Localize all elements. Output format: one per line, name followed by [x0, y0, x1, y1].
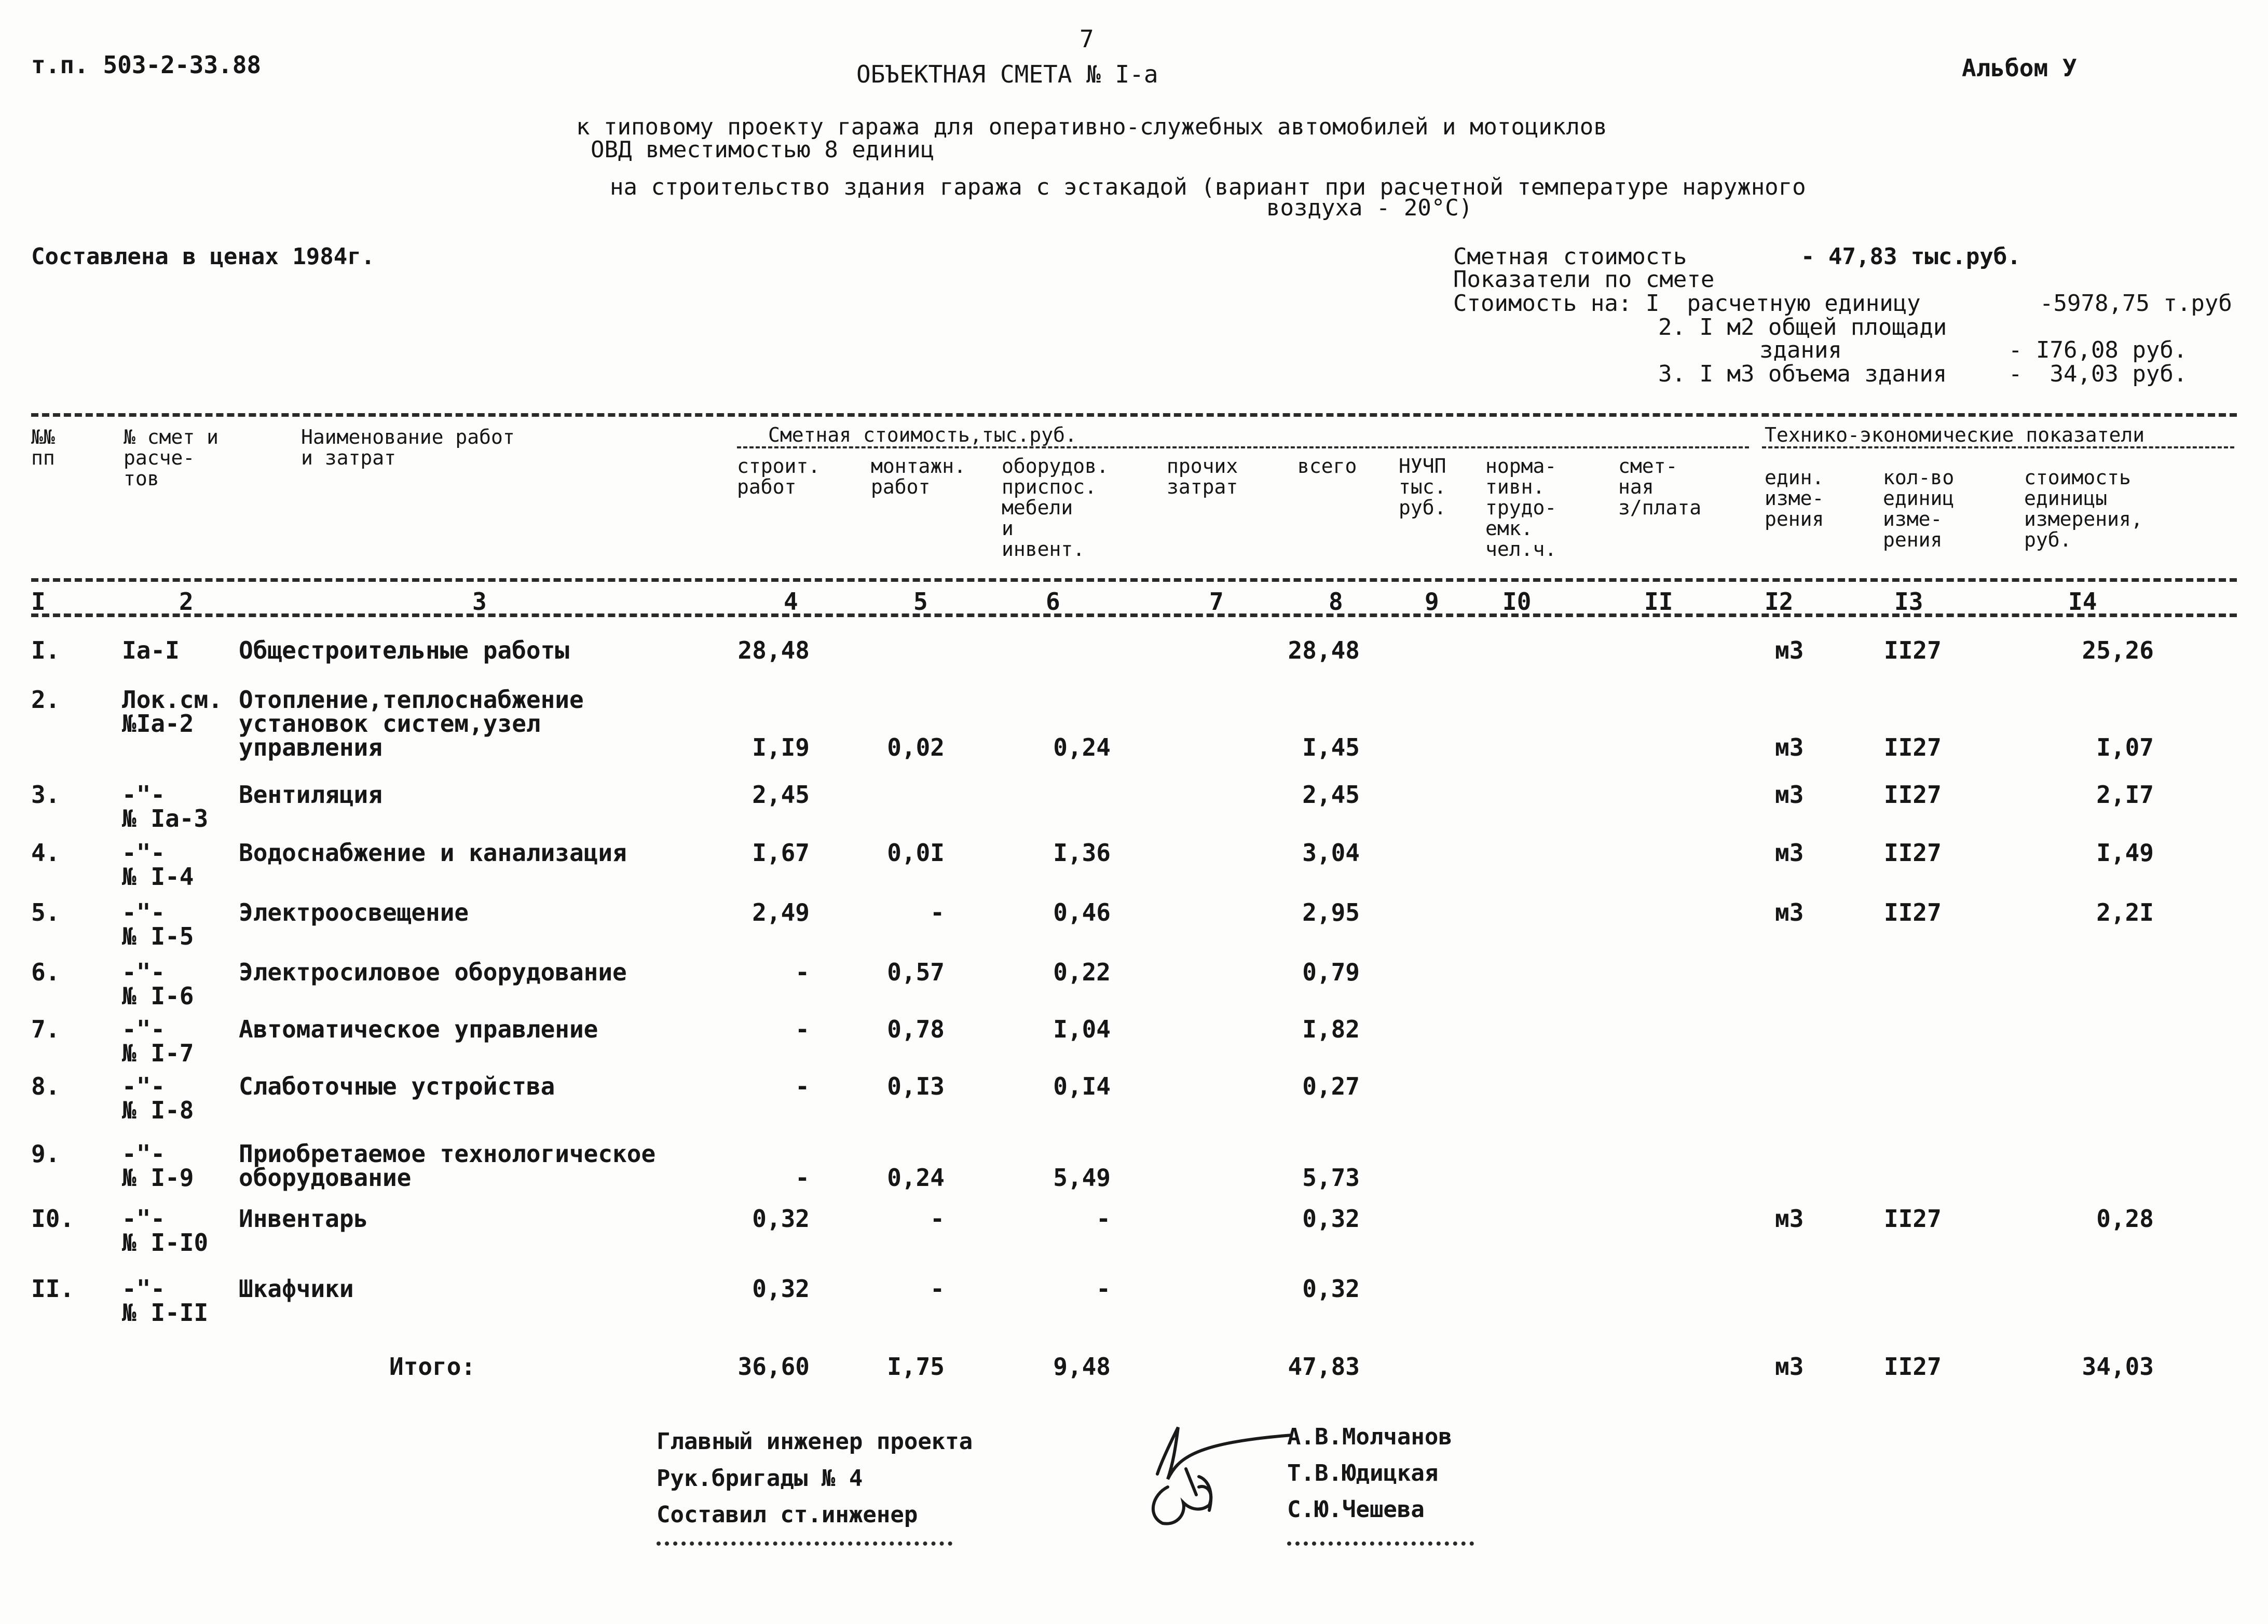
- header-tech-group: Технико-экономические показатели: [1765, 424, 2145, 446]
- row-unit: м3: [1775, 839, 1804, 867]
- row-work-name: Шкафчики: [239, 1275, 354, 1303]
- area-label: 2. I м2 общей площади: [1658, 314, 1947, 340]
- prices-note: Составлена в ценах 1984г.: [31, 243, 375, 270]
- project-reference: т.п. 503-2-33.88: [31, 51, 262, 79]
- column-number: I4: [2068, 588, 2097, 616]
- row-installation-cost: 0,02: [887, 733, 945, 761]
- total-installation: I,75: [887, 1353, 945, 1381]
- signature-role-brigade-head: Рук.бригады № 4: [657, 1465, 863, 1492]
- row-installation-cost: -: [930, 1275, 945, 1303]
- row-unit: м3: [1775, 781, 1804, 809]
- row-total-cost: 2,45: [1302, 781, 1360, 809]
- row-work-name-line-3: управления: [239, 733, 382, 761]
- row-total-cost: 0,32: [1302, 1275, 1360, 1303]
- column-number: 9: [1425, 588, 1439, 616]
- row-quantity: II27: [1884, 733, 1942, 761]
- header-col-5: монтажн. работ: [871, 455, 966, 498]
- row-reference: -"-: [122, 1205, 166, 1233]
- row-work-name-line-2: оборудование: [239, 1164, 412, 1192]
- estimated-cost-value: - 47,83 тыс.руб.: [1801, 243, 2021, 270]
- row-reference: -"-: [122, 1015, 166, 1043]
- row-reference-line-2: №Iа-2: [122, 709, 194, 738]
- row-construction-cost: 2,49: [752, 898, 810, 926]
- row-reference: -"-: [122, 898, 166, 926]
- row-installation-cost: -: [930, 898, 945, 926]
- column-number: 4: [784, 588, 798, 616]
- header-col-11: смет- ная з/плата: [1618, 455, 1702, 519]
- row-work-name: Отопление,теплоснабжение: [239, 686, 584, 714]
- area-value: - I76,08 руб.: [2009, 337, 2188, 363]
- row-installation-cost: 0,0I: [887, 839, 945, 867]
- handwritten-signature: [1137, 1396, 1292, 1552]
- estimated-cost-label: Сметная стоимость: [1453, 243, 1687, 270]
- column-number: I3: [1894, 588, 1923, 616]
- signature-name-1: А.В.Молчанов: [1287, 1424, 1452, 1450]
- row-work-name-line-2: установок систем,узел: [239, 709, 541, 738]
- row-total-cost: 0,32: [1302, 1205, 1360, 1233]
- signature-role-chief-engineer: Главный инженер проекта: [657, 1428, 973, 1455]
- row-number: 4.: [31, 839, 60, 867]
- signature-name-3: С.Ю.Чешева: [1287, 1496, 1425, 1523]
- column-number: 3: [472, 588, 487, 616]
- row-number: 2.: [31, 686, 60, 714]
- row-reference: Лок.см.: [122, 686, 223, 714]
- row-installation-cost: -: [930, 1205, 945, 1233]
- row-unit-cost: I,07: [2096, 733, 2154, 761]
- row-number: I.: [31, 636, 60, 664]
- cut-off-text-fragment: [1287, 1541, 1474, 1546]
- cost-group-rule: [737, 446, 1749, 448]
- total-equipment: 9,48: [1053, 1353, 1111, 1381]
- unit-cost-value: -5978,75 т.руб: [2040, 290, 2232, 317]
- row-reference: -"-: [122, 1140, 166, 1168]
- column-number: 6: [1046, 588, 1060, 616]
- row-quantity: II27: [1884, 898, 1942, 926]
- row-equipment-cost: 0,I4: [1053, 1072, 1111, 1100]
- header-col-9: НУЧП тыс. руб.: [1399, 455, 1446, 519]
- table-top-rule: [31, 413, 2237, 417]
- row-total-cost: 2,95: [1302, 898, 1360, 926]
- header-col-6: оборудов. приспос. мебели и инвент.: [1002, 455, 1109, 561]
- signature-role-compiler: Составил ст.инженер: [657, 1502, 918, 1528]
- header-col-1: №№ пп: [31, 426, 55, 469]
- header-col-12: един. изме- рения: [1765, 466, 1824, 530]
- row-number: 3.: [31, 781, 60, 809]
- column-number: I2: [1765, 588, 1794, 616]
- row-reference-line-2: № I-4: [122, 863, 194, 891]
- row-quantity: II27: [1884, 839, 1942, 867]
- row-total-cost: 5,73: [1302, 1164, 1360, 1192]
- row-reference-line-2: № I-9: [122, 1164, 194, 1192]
- header-col-2: № смет и расче- тов: [124, 426, 219, 490]
- row-reference-line-2: № I-II: [122, 1299, 209, 1327]
- row-unit: м3: [1775, 1205, 1804, 1233]
- column-number: 7: [1209, 588, 1224, 616]
- row-unit-cost: I,49: [2096, 839, 2154, 867]
- row-construction-cost: -: [795, 958, 810, 986]
- header-col-3: Наименование работ и затрат: [301, 426, 515, 469]
- row-construction-cost: -: [795, 1015, 810, 1043]
- header-col-13: кол-во единиц изме- рения: [1883, 466, 1955, 551]
- row-quantity: II27: [1884, 1205, 1942, 1233]
- row-reference: -"-: [122, 1275, 166, 1303]
- row-construction-cost: 0,32: [752, 1205, 810, 1233]
- row-work-name: Вентиляция: [239, 781, 382, 809]
- row-number: 9.: [31, 1140, 60, 1168]
- row-work-name: Автоматическое управление: [239, 1015, 598, 1043]
- row-number: 6.: [31, 958, 60, 986]
- row-installation-cost: 0,I3: [887, 1072, 945, 1100]
- row-work-name: Инвентарь: [239, 1205, 368, 1233]
- row-installation-cost: 0,24: [887, 1164, 945, 1192]
- document-title: ОБЪЕКТНАЯ СМЕТА № I-а: [856, 60, 1158, 88]
- row-total-cost: I,45: [1302, 733, 1360, 761]
- row-number: I0.: [31, 1205, 75, 1233]
- header-col-8: всего: [1297, 455, 1357, 477]
- row-quantity: II27: [1884, 781, 1942, 809]
- row-number: 7.: [31, 1015, 60, 1043]
- row-equipment-cost: 0,22: [1053, 958, 1111, 986]
- header-col-4: строит. работ: [737, 455, 821, 498]
- row-reference-line-2: № Iа-3: [122, 804, 209, 833]
- column-number: 2: [179, 588, 194, 616]
- page-number: 7: [1080, 25, 1094, 53]
- row-reference: -"-: [122, 781, 166, 809]
- album-label: Альбом У: [1962, 54, 2077, 82]
- row-equipment-cost: I,04: [1053, 1015, 1111, 1043]
- subtitle-line-4: воздуха - 20°С): [1266, 195, 1473, 221]
- volume-value: - 34,03 руб.: [2009, 361, 2188, 387]
- row-reference: Iа-I: [122, 636, 180, 664]
- indicators-label: Показатели по смете: [1453, 266, 1715, 293]
- header-col-10: норма- тивн. трудо- емк. чел.ч.: [1485, 455, 1557, 561]
- column-number: II: [1644, 588, 1673, 616]
- area-label-2: здания: [1759, 337, 1842, 363]
- column-number: 5: [913, 588, 928, 616]
- row-unit: м3: [1775, 898, 1804, 926]
- row-reference: -"-: [122, 1072, 166, 1100]
- subtitle-line-1: к типовому проекту гаража для оперативно-служебных автомобилей и мотоциклов: [576, 114, 1607, 140]
- column-number: 8: [1329, 588, 1343, 616]
- subtitle-line-2: ОВД вместимостью 8 единиц: [591, 137, 935, 163]
- row-total-cost: 28,48: [1288, 636, 1360, 664]
- total-construction: 36,60: [737, 1353, 810, 1381]
- row-construction-cost: 0,32: [752, 1275, 810, 1303]
- row-equipment-cost: I,36: [1053, 839, 1111, 867]
- header-col-14: стоимость единицы измерения, руб.: [2024, 466, 2143, 551]
- row-construction-cost: I,I9: [752, 733, 810, 761]
- total-label: Итого:: [389, 1353, 476, 1381]
- total-quantity: II27: [1884, 1353, 1942, 1381]
- row-construction-cost: 28,48: [737, 636, 810, 664]
- row-work-name: Приобретаемое технологическое: [239, 1140, 656, 1168]
- row-construction-cost: 2,45: [752, 781, 810, 809]
- volume-label: 3. I м3 объема здания: [1658, 361, 1947, 387]
- row-unit-cost: 25,26: [2082, 636, 2154, 664]
- cut-off-text-fragment: [657, 1541, 952, 1546]
- row-number: 8.: [31, 1072, 60, 1100]
- row-reference-line-2: № I-8: [122, 1096, 194, 1124]
- row-unit-cost: 0,28: [2096, 1205, 2154, 1233]
- column-numbers-top-rule: [31, 578, 2237, 582]
- row-work-name: Водоснабжение и канализация: [239, 839, 627, 867]
- row-work-name: Слаботочные устройства: [239, 1072, 555, 1100]
- tech-group-rule: [1762, 446, 2234, 448]
- header-col-7: прочих затрат: [1167, 455, 1238, 498]
- row-equipment-cost: 5,49: [1053, 1164, 1111, 1192]
- column-number: I0: [1502, 588, 1532, 616]
- row-quantity: II27: [1884, 636, 1942, 664]
- total-unit-cost: 34,03: [2082, 1353, 2154, 1381]
- row-unit-cost: 2,2I: [2096, 898, 2154, 926]
- row-reference: -"-: [122, 958, 166, 986]
- row-total-cost: I,82: [1302, 1015, 1360, 1043]
- row-equipment-cost: 0,24: [1053, 733, 1111, 761]
- row-reference-line-2: № I-6: [122, 982, 194, 1010]
- column-number: I: [31, 588, 46, 616]
- total-unit: м3: [1775, 1353, 1804, 1381]
- row-total-cost: 0,27: [1302, 1072, 1360, 1100]
- row-number: 5.: [31, 898, 60, 926]
- row-work-name: Электросиловое оборудование: [239, 958, 627, 986]
- row-reference-line-2: № I-I0: [122, 1229, 209, 1257]
- row-installation-cost: 0,78: [887, 1015, 945, 1043]
- row-unit: м3: [1775, 733, 1804, 761]
- row-number: II.: [31, 1275, 75, 1303]
- row-installation-cost: 0,57: [887, 958, 945, 986]
- row-construction-cost: -: [795, 1164, 810, 1192]
- row-equipment-cost: -: [1096, 1205, 1111, 1233]
- row-reference-line-2: № I-5: [122, 922, 194, 950]
- unit-cost-label: Стоимость на: I расчетную единицу: [1453, 290, 1921, 317]
- row-equipment-cost: 0,46: [1053, 898, 1111, 926]
- row-unit-cost: 2,I7: [2096, 781, 2154, 809]
- header-cost-group: Сметная стоимость,тыс.руб.: [768, 424, 1077, 446]
- row-unit: м3: [1775, 636, 1804, 664]
- row-total-cost: 0,79: [1302, 958, 1360, 986]
- row-work-name: Электроосвещение: [239, 898, 469, 926]
- row-reference: -"-: [122, 839, 166, 867]
- row-reference-line-2: № I-7: [122, 1039, 194, 1067]
- row-work-name: Общестроительные работы: [239, 636, 569, 664]
- row-construction-cost: I,67: [752, 839, 810, 867]
- total-all: 47,83: [1288, 1353, 1360, 1381]
- row-equipment-cost: -: [1096, 1275, 1111, 1303]
- subtitle-line-3: на строительство здания гаража с эстакадой (вариант при расчетной температуре наружного: [610, 174, 1806, 200]
- row-total-cost: 3,04: [1302, 839, 1360, 867]
- row-construction-cost: -: [795, 1072, 810, 1100]
- signature-name-2: Т.В.Юдицкая: [1287, 1460, 1439, 1486]
